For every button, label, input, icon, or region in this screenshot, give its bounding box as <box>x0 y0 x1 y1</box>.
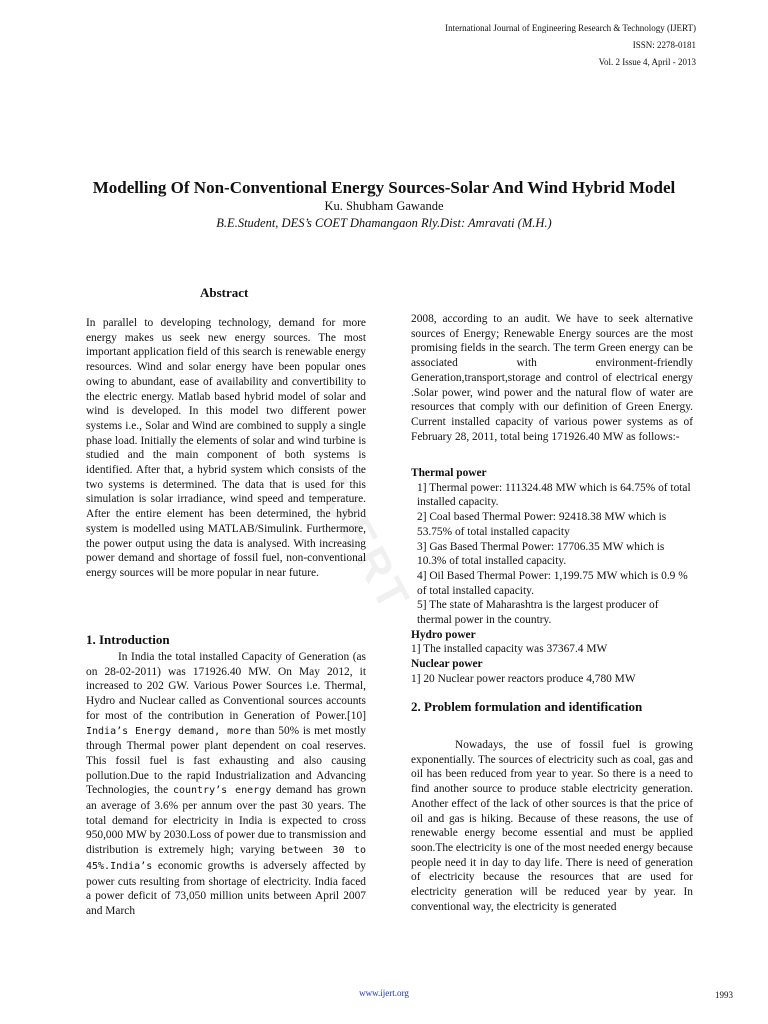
page-number: 1993 <box>715 990 733 1000</box>
abstract-text <box>86 316 366 581</box>
intro-part-2: than 50% is met mostly through Thermal power plant dependent on coal reserves. This fossil fuel is fast exhausting and also causing pollution.Due to the rapid Industrialization and Advancing Technologies, the <box>86 724 366 797</box>
thermal-item: 4] Oil Based Thermal Power: 1,199.75 MW which is 0.9 % of total installed capacity. <box>417 569 688 597</box>
journal-volume: Vol. 2 Issue 4, April - 2013 <box>598 57 696 67</box>
paper-affiliation: B.E.Student, DES’s COET Dhamangaon Rly.Dist: Amravati (M.H.) <box>216 216 552 230</box>
paper-title: Modelling Of Non-Conventional Energy Sources-Solar And Wind Hybrid Model <box>92 178 676 197</box>
intro-part-3: demand has grown an average of 3.6% per annum over the past 30 years. The total demand for electricity in India is expected to cross 950,000 MW by 2030.Loss of power due to transmission and distribution is extremely high; varying <box>86 784 366 857</box>
nuclear-item: 1] 20 Nuclear power reactors produce 4,780 MW <box>411 672 636 685</box>
thermal-item: 5] The state of Maharashtra is the largest producer of thermal power in the country. <box>417 599 659 627</box>
thermal-heading: Thermal power <box>411 467 487 479</box>
intro-mono-2: country’s energy <box>172 785 272 797</box>
section-2-paragraph: Nowadays, the use of fossil fuel is growing exponentially. The sources of electricity such as coal, gas and oil has been reduced from year to year. So there is a need to find another source to produce stable electricity generation. Another effect of the lack of other sources is that the price of oil and gas is hiking. Because of these reasons, the use of renewable energy become essential and must be applied soon.The electricity is one of the most needed energy because people need it in day to day life. There is need of generation of electricity because the resources that are used for electricity generation will be reduced year by year. In conventional way, the electricity is generated <box>411 739 693 913</box>
intro-mono-1: India’s Energy demand, more <box>86 725 252 737</box>
abstract-paragraph: In parallel to developing technology, demand for more energy makes us seek new energy sources. The most important application field of this search is renewable energy resources. Wind and solar energy have been popular ones owing to abundant, ease of availability and convertibility to the electric energy. Matlab based hybrid model of solar and wind is developed. In this model two different power systems i.e., Solar and Wind are combined to supply a single phase load. Initially the elements of solar and wind turbine is studied and the main component of both systems is identified. After that, a hybrid system which consists of the two systems is determined. The data that is used for this simulation is solar irradiance, wind speed and temperature. After the entire element has been determined, the hybrid system is modelled using MATLAB/Simulink. Furthermore, the power output using the data is analysed. With increasing power demand and shortage of fossil fuel, non-conventional energy sources will be more popular in near future. <box>86 317 366 579</box>
footer-website-link[interactable]: www.ijert.org <box>359 988 409 998</box>
thermal-item: 1] Thermal power: 111324.48 MW which is 64.75% of total installed capacity. <box>417 481 691 509</box>
section-2-heading: 2. Problem formulation and identification <box>411 699 643 714</box>
hydro-item: 1] The installed capacity was 37367.4 MW <box>411 643 608 656</box>
intro-mono-3: between 30 to 45%.India’s <box>86 845 366 872</box>
introduction-heading: 1. Introduction <box>86 632 170 647</box>
continuation-paragraph: 2008, according to an audit. We have to seek alternative sources of Energy; Renewable Energy sources are the most promising fields in the search. The term Green energy can be associated with environment-friendly Generation,transport,storage and control of electrical energy .Solar power, wind power and the natural flow of water are resources that comply with our definition of Green Energy. Current installed capacity of various power systems as of February 28, 2011, total being 171926.40 MW as follows:- <box>411 313 693 443</box>
journal-issn: ISSN: 2278-0181 <box>632 40 696 50</box>
ijert-watermark: IJERT <box>308 470 420 621</box>
right-column-text <box>411 312 693 444</box>
thermal-item: 2] Coal based Thermal Power: 92418.38 MW which is 53.75% of total installed capacity <box>417 511 667 538</box>
hydro-heading: Hydro power <box>411 628 476 641</box>
abstract-heading: Abstract <box>200 285 249 300</box>
journal-name: International Journal of Engineering Research & Technology (IJERT) <box>445 23 696 33</box>
nuclear-heading: Nuclear power <box>411 658 483 671</box>
intro-part-1: In India the total installed Capacity of Generation (as on 28-02-2011) was 171926.40 MW. On May 2012, it increased to 202 GW. Various Power Sources i.e. Thermal, Hydro and Nuclear called as Conventional sources accounts for most of the contribution in Generation of Power.[10] <box>86 651 366 722</box>
section-2-text <box>411 738 693 914</box>
introduction-text <box>86 650 366 919</box>
paper-author: Ku. Shubham Gawande <box>324 199 444 213</box>
intro-part-4: economic growths is adversely affected by power cuts resulting from shortage of electricity. India faced a power deficit of 73,050 million units between April 2007 and March <box>86 859 366 917</box>
capacity-list <box>411 466 693 687</box>
journal-header <box>445 20 696 71</box>
thermal-item: 3] Gas Based Thermal Power: 17706.35 MW which is 10.3% of total installed capacity. <box>417 540 665 568</box>
